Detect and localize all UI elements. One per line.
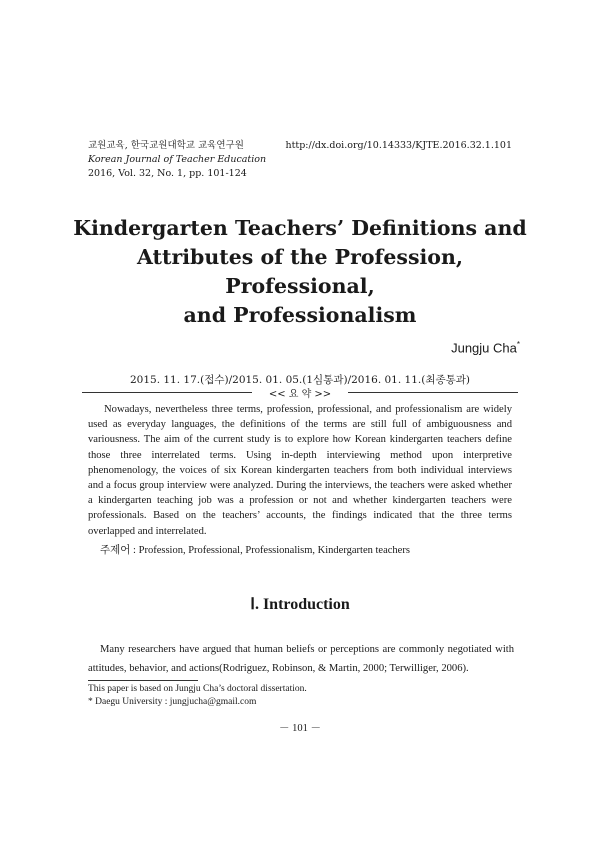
title-line-1: Kindergarten Teachers’ Definitions and xyxy=(73,216,527,240)
abstract-label: << 요 약 >> xyxy=(268,389,332,400)
submission-dates: 2015. 11. 17.(접수)/2015. 01. 05.(1심통과)/2016. 01. 11.(최종통과) xyxy=(129,374,470,386)
journal-korean-name: 교원교육, 한국교원대학교 교육연구원 xyxy=(88,140,244,151)
title-line-3: and Professionalism xyxy=(183,303,417,327)
author-marker: * xyxy=(516,340,520,349)
journal-issue: 2016, Vol. 32, No. 1, pp. 101-124 xyxy=(88,168,247,179)
page-number: － 101 － xyxy=(279,723,321,734)
divider-line-right xyxy=(348,392,518,393)
doi-link[interactable]: http://dx.doi.org/10.14333/KJTE.2016.32.1.101 xyxy=(285,140,512,151)
footnote-divider xyxy=(88,680,198,681)
footnotes xyxy=(88,683,512,709)
keywords-text: Profession, Professional, Professionalism, Kindergarten teachers xyxy=(138,545,410,556)
intro-paragraph: Many researchers have argued that human beliefs or perceptions are commonly negotiated with attitudes, behavior, and actions(Rodriguez, Robinson, & Martin, 2000; Terwilliger, 2006). xyxy=(88,644,514,674)
paper-title xyxy=(60,214,540,330)
author-name: Jungju Cha xyxy=(451,340,517,356)
author xyxy=(451,340,520,355)
keywords-label: 주제어 : xyxy=(100,545,136,556)
footnote-1: This paper is based on Jungju Cha’s doctoral dissertation. xyxy=(88,684,307,694)
abstract-text: Nowadays, nevertheless three terms, profession, professional, and professionalism are widely used as everyday languages, the definitions of the terms are still full of ambiguousness and variousness. The aim of the current study is to explore how Korean kindergarten teachers define those three interrelated terms. Using in-depth interviewing method upon interpretive phenomenology, the voices of six Korean kindergarten teachers from both individual interviews and a focus group interview were analyzed. During the interviews, the teachers were asked whether a kindergarten teaching job was a profession or not and whether kindergarten teachers were professionals. Based on the teachers’ accounts, the findings indicated that the three terms overlapped and interrelated. xyxy=(88,404,512,537)
section-heading: Ⅰ. Introduction xyxy=(250,596,350,613)
footnote-2: * Daegu University : jungjucha@gmail.com xyxy=(88,697,257,707)
journal-english-name: Korean Journal of Teacher Education xyxy=(88,154,267,165)
abstract-divider xyxy=(82,386,518,398)
keywords xyxy=(100,542,410,557)
title-line-2: Attributes of the Profession, Professional, xyxy=(136,245,464,298)
